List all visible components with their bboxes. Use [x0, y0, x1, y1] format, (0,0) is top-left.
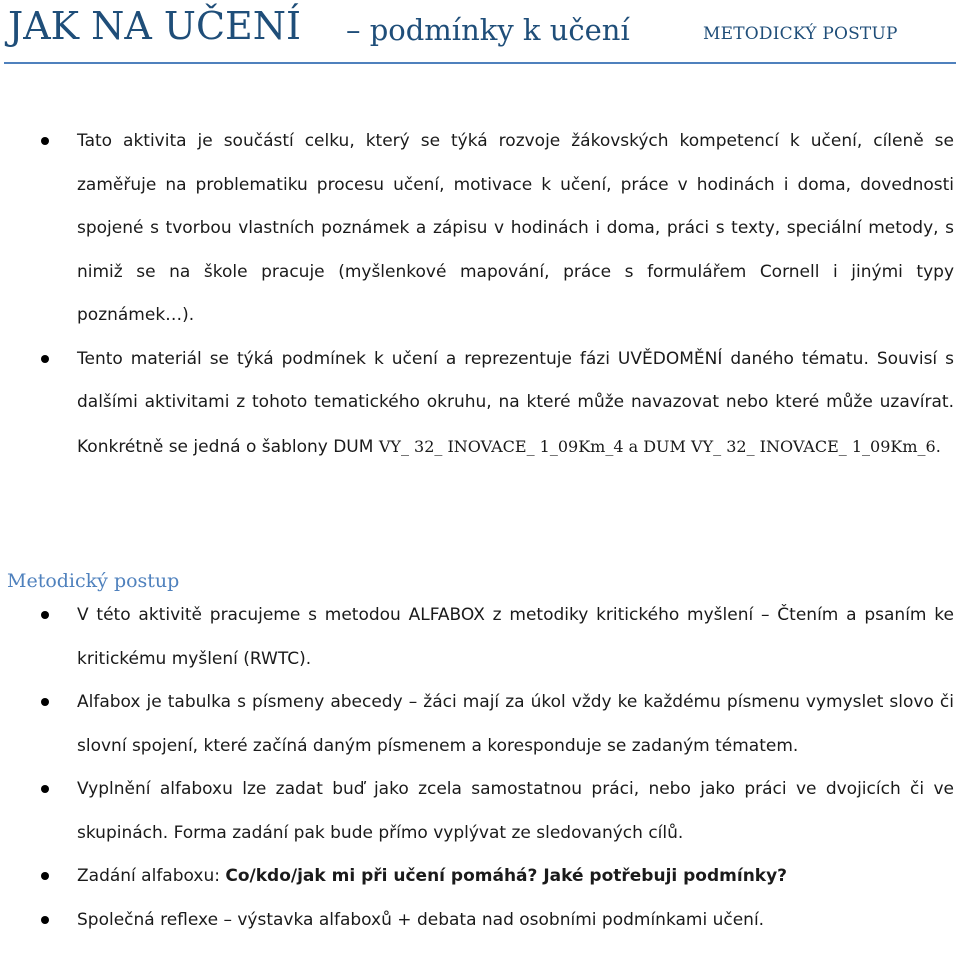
- list-item: [0, 338, 960, 470]
- template-join: a DUM: [623, 436, 692, 456]
- list-item: [0, 120, 960, 338]
- bullet-icon: [41, 785, 49, 793]
- bullet-icon: [41, 872, 49, 880]
- list-item: [0, 899, 960, 943]
- list-item: [0, 594, 960, 681]
- intro-list: [0, 120, 960, 469]
- list-item: [0, 855, 960, 899]
- bullet-icon: [41, 611, 49, 619]
- bullet-icon: [41, 355, 49, 363]
- step-prefix: Zadání alfaboxu:: [77, 866, 226, 886]
- template-code: VY_ 32_ INOVACE_ 1_09Km_4: [378, 436, 624, 456]
- page-title: JAK NA UČENÍ: [8, 4, 302, 48]
- step-text: V této aktivitě pracujeme s metodou ALFABOX z metodiky kritického myšlení – Čtením a psaním ke kritickému myšlení (RWTC).: [77, 605, 954, 669]
- intro-item-text: Tento materiál se týká podmínek k učení a reprezentuje fázi UVĚDOMĚNÍ daného tématu. Souvisí s dalšími aktivitami z tohoto tematického okruhu, na které může navazovat nebo které může uzavírat. Konkrétně se jedná o šablony DUM: [77, 348, 954, 457]
- section-heading: Metodický postup: [7, 570, 180, 592]
- bullet-icon: [41, 698, 49, 706]
- bullet-icon: [41, 916, 49, 924]
- step-text: Společná reflexe – výstavka alfaboxů + debata nad osobními podmínkami učení.: [77, 909, 765, 930]
- intro-item-text: Tato aktivita je součástí celku, který se týká rozvoje žákovských kompetencí k učení, cíleně se zaměřuje na problematiku procesu učení, motivace k učení, práce v hodinách i doma, dovednosti spojené s tvorbou vlastních poznámek a zápisu v hodinách i doma, práci s texty, speciální metody, s nimiž se na škole pracuje (myšlenkové mapování, práce s formulářem Cornell i jinými typy poznámek…).: [77, 131, 954, 325]
- page-subtitle: – podmínky k učení: [346, 13, 630, 47]
- steps-list: [0, 594, 960, 942]
- step-question: Co/kdo/jak mi při učení pomáhá? Jaké potřebuji podmínky?: [225, 866, 788, 886]
- bullet-icon: [41, 137, 49, 145]
- step-text: Vyplnění alfaboxu lze zadat buď jako zcela samostatnou práci, nebo jako práci ve dvojicích či ve skupinách. Forma zadání pak bude přímo vyplývat ze sledovaných cílů.: [77, 779, 954, 843]
- list-item: [0, 768, 960, 855]
- step-text: Alfabox je tabulka s písmeny abecedy – žáci mají za úkol vždy ke každému písmenu vymyslet slovo či slovní spojení, které začíná daným písmenem a koresponduje se zadaným tématem.: [77, 692, 954, 756]
- header-label: METODICKÝ POSTUP: [703, 24, 898, 44]
- template-code: VY_ 32_ INOVACE_ 1_09Km_6.: [691, 436, 941, 456]
- header-rule: [4, 62, 956, 64]
- page-header: [0, 0, 960, 64]
- list-item: [0, 681, 960, 768]
